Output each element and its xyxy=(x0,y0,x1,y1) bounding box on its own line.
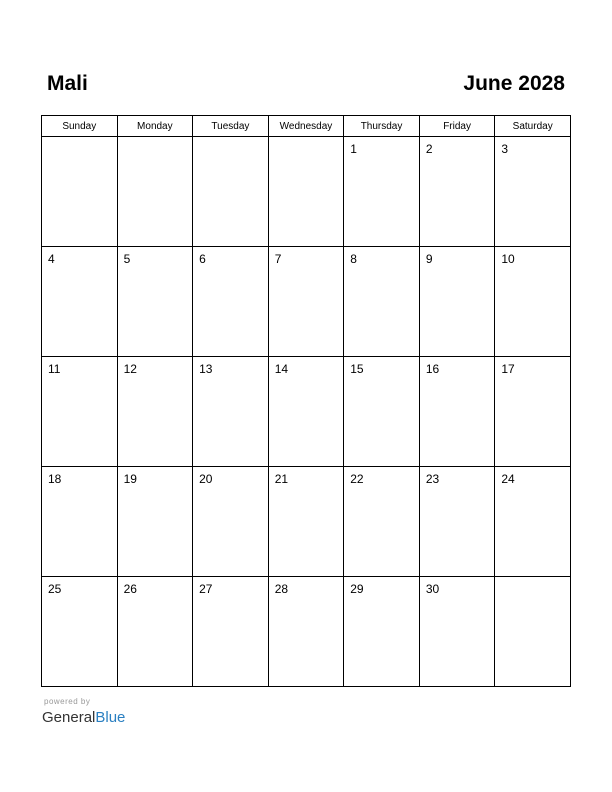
day-cell xyxy=(344,137,420,247)
weekday-header-sunday: Sunday xyxy=(42,116,118,137)
day-number: 23 xyxy=(425,472,440,486)
day-cell xyxy=(495,357,571,467)
day-number xyxy=(269,137,344,142)
country-title: Mali xyxy=(47,72,88,95)
day-number xyxy=(42,137,117,142)
month-year-title: June 2028 xyxy=(463,72,565,95)
day-number: 10 xyxy=(501,252,515,266)
weekday-header-monday: Monday xyxy=(117,116,193,137)
day-cell xyxy=(268,137,344,247)
weekday-header-saturday: Saturday xyxy=(495,116,571,137)
day-cell xyxy=(117,357,193,467)
week-row xyxy=(42,357,571,467)
brand-name-general: General xyxy=(42,709,96,726)
week-row xyxy=(42,467,571,577)
week-row xyxy=(42,137,571,247)
day-cell xyxy=(42,357,118,467)
day-cell xyxy=(268,247,344,357)
week-row xyxy=(42,577,571,687)
day-number: 1 xyxy=(350,142,357,156)
weekday-header-tuesday: Tuesday xyxy=(193,116,269,137)
generalblue-logo[interactable] xyxy=(42,709,125,727)
day-cell xyxy=(193,357,269,467)
weekday-header-row xyxy=(42,116,571,137)
day-number: 16 xyxy=(425,362,440,376)
day-number: 24 xyxy=(501,472,515,486)
day-number: 14 xyxy=(274,362,289,376)
day-cell xyxy=(117,137,193,247)
day-cell xyxy=(268,357,344,467)
day-cell xyxy=(495,577,571,687)
day-cell xyxy=(344,577,420,687)
day-cell xyxy=(344,357,420,467)
day-number: 21 xyxy=(274,472,289,486)
day-cell xyxy=(344,247,420,357)
day-number: 8 xyxy=(350,252,357,266)
powered-by-label: powered by xyxy=(44,697,91,706)
day-number: 11 xyxy=(48,362,61,376)
day-number xyxy=(495,577,570,582)
day-cell xyxy=(193,247,269,357)
day-cell xyxy=(419,247,495,357)
day-number: 13 xyxy=(199,362,213,376)
day-cell xyxy=(193,577,269,687)
day-number: 29 xyxy=(350,582,364,596)
day-cell xyxy=(268,467,344,577)
day-number: 19 xyxy=(123,472,137,486)
day-cell xyxy=(495,247,571,357)
calendar-grid xyxy=(41,115,571,687)
day-cell xyxy=(42,137,118,247)
day-cell xyxy=(42,467,118,577)
weekday-header-wednesday: Wednesday xyxy=(268,116,344,137)
day-number: 15 xyxy=(350,362,364,376)
day-cell xyxy=(193,467,269,577)
day-cell xyxy=(419,577,495,687)
brand-name-blue: Blue xyxy=(95,709,126,726)
day-cell xyxy=(495,467,571,577)
day-number xyxy=(118,137,193,142)
day-cell xyxy=(419,137,495,247)
day-number: 3 xyxy=(501,142,509,156)
day-number: 30 xyxy=(425,582,440,596)
weekday-header-friday: Friday xyxy=(419,116,495,137)
day-cell xyxy=(117,467,193,577)
weekday-header-thursday: Thursday xyxy=(344,116,420,137)
day-cell xyxy=(268,577,344,687)
day-number: 5 xyxy=(123,252,131,266)
day-cell xyxy=(42,247,118,357)
day-cell xyxy=(193,137,269,247)
day-cell xyxy=(495,137,571,247)
day-number: 4 xyxy=(48,252,55,266)
day-number: 18 xyxy=(48,472,62,486)
day-number: 25 xyxy=(48,582,62,596)
day-cell xyxy=(117,577,193,687)
day-number: 26 xyxy=(123,582,137,596)
day-number: 20 xyxy=(199,472,213,486)
day-number: 28 xyxy=(274,582,289,596)
day-number: 7 xyxy=(274,252,282,266)
day-number: 27 xyxy=(199,582,213,596)
day-number xyxy=(193,137,268,142)
day-cell xyxy=(344,467,420,577)
day-cell xyxy=(117,247,193,357)
day-number: 2 xyxy=(425,142,433,156)
day-number: 22 xyxy=(350,472,364,486)
day-number: 9 xyxy=(425,252,433,266)
day-cell xyxy=(419,467,495,577)
day-cell xyxy=(419,357,495,467)
day-cell xyxy=(42,577,118,687)
week-row xyxy=(42,247,571,357)
footer-branding xyxy=(42,697,125,727)
day-number: 12 xyxy=(123,362,137,376)
day-number: 17 xyxy=(501,362,515,376)
day-number: 6 xyxy=(199,252,206,266)
